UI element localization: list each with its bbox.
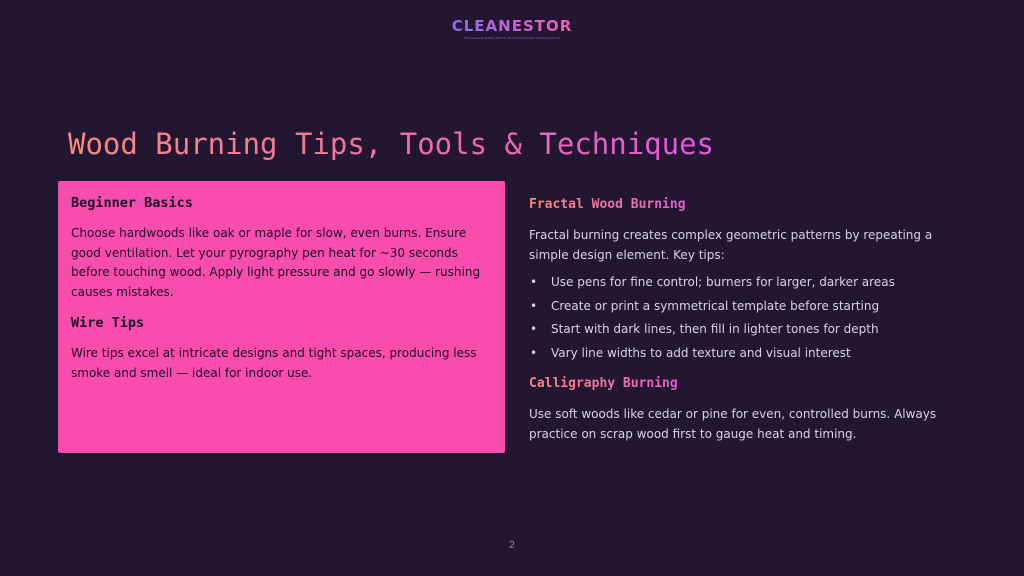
list-item: • Start with dark lines, then fill in lighter tones for depth [529,318,969,342]
calligraphy-heading: Calligraphy Burning [529,376,678,391]
wire-tips-heading: Wire Tips [71,315,145,331]
list-item: • Create or print a symmetrical template before starting [529,295,969,319]
list-item: • Use pens for fine control; burners for larger, darker areas [529,271,969,295]
logo [0,16,1024,40]
page-number: 2 [508,540,516,551]
list-item: • Vary line widths to add texture and visual interest [529,342,969,366]
slide-title: Wood Burning Tips, Tools & Techniques [68,124,714,164]
logo-wordmark: CLEANESTOR [451,17,573,35]
fractal-tips-list [529,271,969,365]
beginner-basics-heading: Beginner Basics [71,195,193,211]
fractal-heading: Fractal Wood Burning [529,197,686,212]
logo-tagline: The Cleaning Guides Site for All Your Household Cleaning Advice [463,36,561,40]
calligraphy-text: Use soft woods like cedar or pine for even, controlled burns. Always practice on scrap wood first to gauge heat and timing. [529,407,937,441]
beginner-card [58,181,505,453]
beginner-basics-text: Choose hardwoods like oak or maple for slow, even burns. Ensure good ventilation. Let your pyrography pen heat for ~30 seconds before touching wood. Apply light pressure and go slowly — rushing causes mistakes. [71,226,481,299]
fractal-intro: Fractal burning creates complex geometric patterns by repeating a simple design element. Key tips: [529,228,933,262]
right-column [529,193,969,444]
wire-tips-text: Wire tips excel at intricate designs and tight spaces, producing less smoke and smell — ideal for indoor use. [71,346,477,380]
